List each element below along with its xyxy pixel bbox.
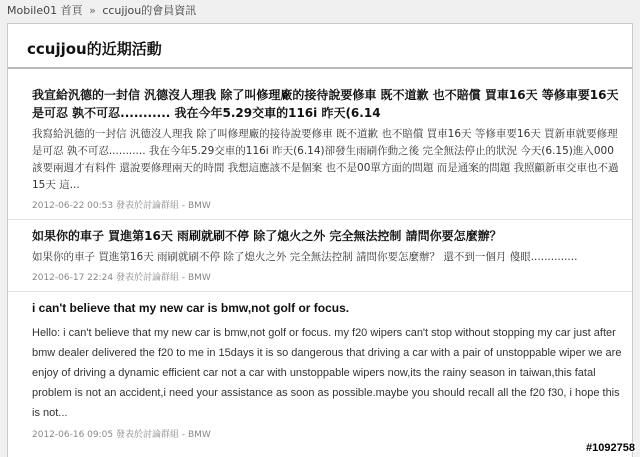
activity-item-date: 2012-06-16 09:05 [32, 430, 116, 440]
breadcrumb-link-mobile01[interactable]: Mobile01 [7, 4, 58, 17]
activity-list [8, 86, 632, 442]
page-title: ccujjou的近期活動 [27, 40, 162, 58]
activity-item [8, 227, 632, 285]
activity-item [8, 86, 632, 213]
activity-item [8, 299, 632, 442]
activity-item-forum-link[interactable]: 發表於討論群組 - BMW [115, 201, 211, 211]
activity-item-title[interactable]: i can't believe that my new car is bmw,not golf or focus. [32, 301, 350, 315]
activity-divider [8, 219, 632, 220]
watermark: #1092758 [586, 442, 635, 454]
activity-item-meta [32, 200, 624, 213]
activity-item-forum-link[interactable]: 發表於討論群組 - BMW [115, 430, 211, 440]
activity-item-excerpt: 如果你的車子 買進第16天 雨刷就刷不停 除了熄火之外 完全無法控制 請問你要怎麼辦？ 還不到一個月 傻眼.............. [32, 251, 578, 263]
breadcrumb [0, 0, 640, 22]
breadcrumb-link-home[interactable]: 首頁 [60, 4, 83, 17]
activity-divider [8, 291, 632, 292]
activity-item-date: 2012-06-22 00:53 [32, 201, 116, 211]
activity-panel [7, 23, 633, 457]
activity-item-title[interactable]: 如果你的車子 買進第16天 雨刷就刷不停 除了熄火之外 完全無法控制 請問你要怎麼辦？ [32, 229, 502, 243]
breadcrumb-current: ccujjou的會員資訊 [102, 4, 197, 17]
activity-item-meta [32, 429, 624, 442]
activity-item-title[interactable]: 我宣給汎德的一封信 汎德沒人理我 除了叫修理廠的接待說要修車 既不道歉 也不賠償 買車16天 等修車要16天 是可忍 孰不可忍........... 我在今年5.29交車的116i 昨天(6.14 [32, 88, 619, 120]
activity-item-date: 2012-06-17 22:24 [32, 273, 116, 283]
activity-item-meta [32, 272, 624, 285]
activity-item-forum-link[interactable]: 發表於討論群組 - BMW [115, 273, 211, 283]
title-divider [8, 67, 632, 69]
activity-item-excerpt: 我寫給汎德的一封信 汎德沒人理我 除了叫修理廠的接待說要修車 既不道歉 也不賠償 買車16天 等修車要16天 買新車就要修理 是可忍 孰不可忍........... 我在今年5.29交車的116i 昨天(6.14)卻發生雨刷作動之後 完全無法停止的狀況 今天(6.15)進入000 該要兩週才有料件 還說要修理兩天的時間 我想這應該不是個案 也不是00單方面的問題 而是通案的問題 我照顧新車交車也不過15天 這... [32, 128, 619, 191]
breadcrumb-separator: » [89, 4, 96, 17]
activity-item-excerpt: Hello: i can't believe that my new car is bmw,not golf or focus. my f20 wipers can't stop without stopping my car just after bmw dealer delivered the f20 to me in 15days it is so dangerous that driving a car with a pair of unstoppable wiper we are enjoy of driving a dynamic efficient car not a car with unstoppable wipers now,its the rainy season in taiwan,this fatal problem is not an accident,i need your assistance as soon as possible.maybe you should recall all the f20 f30, i hope this is not... [32, 327, 622, 419]
